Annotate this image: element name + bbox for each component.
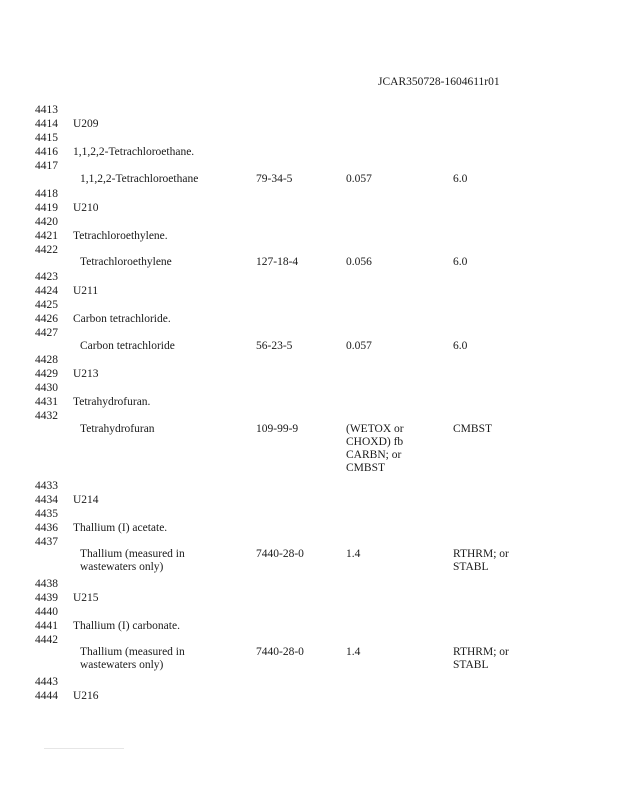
line-number: 4434 [35, 494, 58, 506]
wastewater-standard-cell: 0.057 [346, 173, 372, 185]
waste-code: U214 [73, 494, 99, 506]
document-id-header: JCAR350728-1604611r01 [378, 76, 500, 88]
line-number: 4422 [35, 244, 58, 256]
line-number: 4429 [35, 368, 58, 380]
line-number: 4415 [35, 132, 58, 144]
line-number: 4413 [35, 104, 58, 116]
line-number: 4444 [35, 690, 58, 702]
cas-number-cell: 109-99-9 [256, 423, 299, 435]
wastewater-standard-cell: (WETOX or CHOXD) fb CARBN; or CMBST [346, 423, 404, 474]
line-number: 4441 [35, 620, 58, 632]
line-number: 4426 [35, 313, 58, 325]
waste-code: U211 [73, 285, 99, 297]
chemical-name: Thallium (I) carbonate. [73, 620, 180, 632]
waste-code: U210 [73, 202, 99, 214]
waste-code: U213 [73, 368, 99, 380]
nonwastewater-standard-cell: CMBST [453, 423, 492, 435]
nonwastewater-standard-cell: 6.0 [453, 173, 468, 185]
wastewater-standard-cell: 1.4 [346, 646, 361, 658]
line-number: 4414 [35, 118, 58, 130]
cas-number-cell: 56-23-5 [256, 340, 293, 352]
nonwastewater-standard-cell: 6.0 [453, 256, 468, 268]
line-number: 4440 [35, 606, 58, 618]
line-number: 4424 [35, 285, 58, 297]
nonwastewater-standard-cell: RTHRM; or STABL [453, 646, 509, 671]
line-number: 4438 [35, 578, 58, 590]
waste-code: U209 [73, 118, 99, 130]
constituent-cell: Carbon tetrachloride [80, 340, 175, 352]
wastewater-standard-cell: 0.056 [346, 256, 372, 268]
chemical-name: 1,1,2,2-Tetrachloroethane. [73, 146, 195, 158]
constituent-cell: Tetrachloroethylene [80, 256, 172, 268]
line-number: 4431 [35, 396, 58, 408]
chemical-name: Tetrahydrofuran. [73, 396, 151, 408]
constituent-cell: Thallium (measured in wastewaters only) [80, 646, 185, 671]
cas-number-cell: 7440-28-0 [256, 646, 304, 658]
line-number: 4435 [35, 508, 58, 520]
line-number: 4417 [35, 160, 58, 172]
wastewater-standard-cell: 1.4 [346, 548, 361, 560]
line-number: 4416 [35, 146, 58, 158]
line-number: 4437 [35, 536, 58, 548]
line-number: 4428 [35, 354, 58, 366]
line-number: 4421 [35, 230, 58, 242]
cas-number-cell: 79-34-5 [256, 173, 293, 185]
chemical-name: Thallium (I) acetate. [73, 522, 168, 534]
constituent-cell: 1,1,2,2-Tetrachloroethane [80, 173, 199, 185]
line-number: 4419 [35, 202, 58, 214]
line-number: 4439 [35, 592, 58, 604]
line-number: 4433 [35, 480, 58, 492]
line-number: 4420 [35, 216, 58, 228]
line-number: 4430 [35, 382, 58, 394]
waste-code: U215 [73, 592, 99, 604]
cas-number-cell: 7440-28-0 [256, 548, 304, 560]
chemical-name: Carbon tetrachloride. [73, 313, 171, 325]
line-number: 4427 [35, 327, 58, 339]
nonwastewater-standard-cell: 6.0 [453, 340, 468, 352]
line-number: 4436 [35, 522, 58, 534]
footer-rule [44, 748, 124, 749]
waste-code: U216 [73, 690, 99, 702]
constituent-cell: Thallium (measured in wastewaters only) [80, 548, 185, 573]
line-number: 4443 [35, 676, 58, 688]
line-number: 4423 [35, 271, 58, 283]
line-number: 4425 [35, 299, 58, 311]
chemical-name: Tetrachloroethylene. [73, 230, 168, 242]
line-number: 4432 [35, 410, 58, 422]
wastewater-standard-cell: 0.057 [346, 340, 372, 352]
line-number: 4418 [35, 188, 58, 200]
nonwastewater-standard-cell: RTHRM; or STABL [453, 548, 509, 573]
line-number: 4442 [35, 634, 58, 646]
constituent-cell: Tetrahydrofuran [80, 423, 155, 435]
cas-number-cell: 127-18-4 [256, 256, 299, 268]
